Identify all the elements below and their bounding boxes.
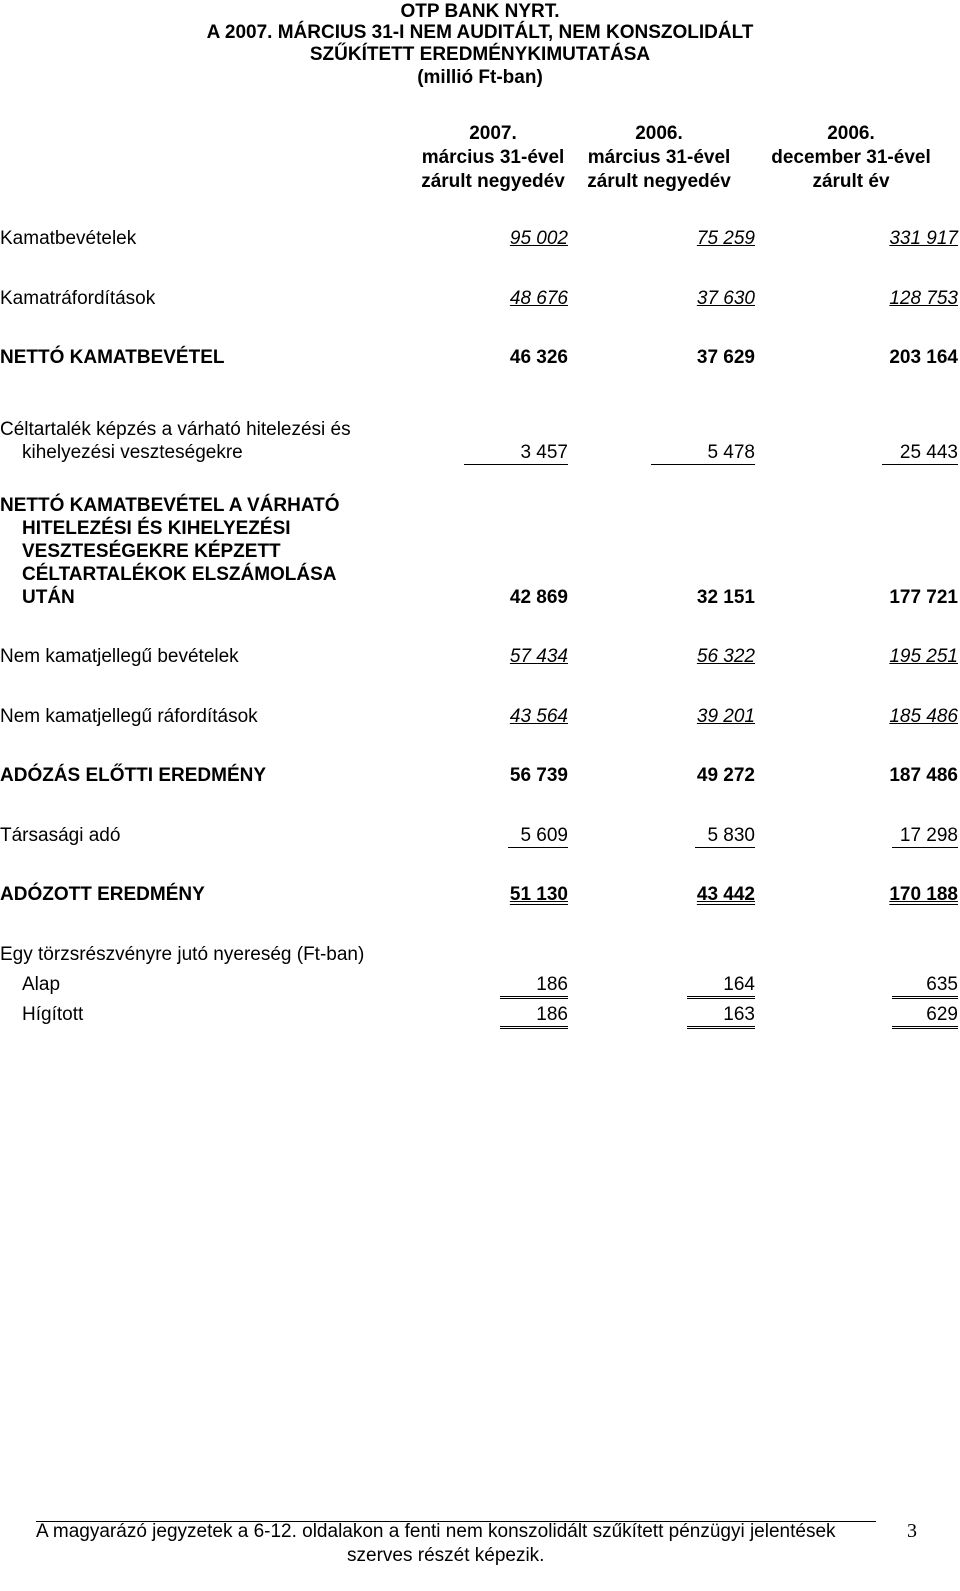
row-label-non-interest-income: Nem kamatjellegű bevételek	[0, 646, 239, 667]
value-profit-before-tax-fy-2006: 187 486	[889, 765, 958, 786]
value-eps-basic-fy-2006: 635	[892, 973, 958, 999]
column-header-date: március 31-ével	[587, 147, 731, 168]
row-label-interest-income: Kamatbevételek	[0, 228, 137, 249]
value-interest-expense-q1-2006: 37 630	[696, 288, 755, 309]
value-eps-basic-q1-2007: 186	[500, 973, 568, 999]
column-header-period: zárult negyedév	[421, 171, 565, 192]
value-eps-diluted-q1-2007: 186	[500, 1003, 568, 1029]
row-label-non-interest-expense: Nem kamatjellegű ráfordítások	[0, 706, 258, 727]
page-number: 3	[907, 1520, 917, 1542]
value-provision-q1-2006: 5 478	[651, 441, 755, 465]
column-header-q1-2006	[559, 122, 759, 194]
row-label-net-after-provision-line3: VESZTESÉGEKRE KÉPZETT	[22, 541, 281, 562]
value-net-after-provision-q1-2007: 42 869	[509, 587, 568, 608]
value-non-interest-income-q1-2006: 56 322	[696, 646, 755, 667]
value-interest-income-fy-2006: 331 917	[889, 228, 958, 249]
value-corporate-tax-q1-2006: 5 830	[695, 824, 755, 848]
row-label-interest-expense: Kamatráfordítások	[0, 288, 156, 309]
value-net-interest-income-q1-2006: 37 629	[696, 347, 755, 368]
row-label-profit-before-tax: ADÓZÁS ELŐTTI EREDMÉNY	[0, 765, 267, 786]
value-non-interest-expense-q1-2006: 39 201	[696, 706, 755, 727]
row-label-provision-line1: Céltartalék képzés a várható hitelezési és	[0, 419, 351, 440]
value-corporate-tax-fy-2006: 17 298	[892, 824, 958, 848]
value-profit-before-tax-q1-2006: 49 272	[696, 765, 755, 786]
footer-note-line1: A magyarázó jegyzetek a 6-12. oldalakon a fenti nem konszolidált szűkített pénzügyi jelentések	[36, 1521, 836, 1542]
report-title-line1: A 2007. MÁRCIUS 31-I NEM AUDITÁLT, NEM KONSZOLIDÁLT	[206, 22, 754, 43]
value-eps-diluted-fy-2006: 629	[892, 1003, 958, 1029]
value-net-interest-income-fy-2006: 203 164	[889, 347, 958, 368]
value-interest-expense-q1-2007: 48 676	[509, 288, 568, 309]
column-header-year: 2006.	[635, 123, 683, 144]
value-provision-fy-2006: 25 443	[882, 441, 958, 465]
column-header-year: 2006.	[827, 123, 875, 144]
report-unit: (millió Ft-ban)	[417, 67, 543, 88]
row-label-eps-basic: Alap	[22, 974, 61, 995]
row-label-eps-diluted: Hígított	[22, 1004, 84, 1025]
column-header-year: 2007.	[469, 123, 517, 144]
column-header-date: december 31-ével	[771, 147, 931, 168]
value-profit-after-tax-fy-2006: 170 188	[889, 884, 958, 905]
value-corporate-tax-q1-2007: 5 609	[508, 824, 568, 848]
column-header-fy-2006	[751, 122, 951, 194]
column-header-date: március 31-ével	[421, 147, 565, 168]
value-profit-after-tax-q1-2007: 51 130	[509, 884, 568, 905]
column-header-period: zárult év	[812, 171, 890, 192]
value-profit-before-tax-q1-2007: 56 739	[509, 765, 568, 786]
row-label-profit-after-tax: ADÓZOTT EREDMÉNY	[0, 884, 205, 905]
row-label-net-after-provision-line1: NETTÓ KAMATBEVÉTEL A VÁRHATÓ	[0, 495, 340, 516]
row-label-corporate-tax: Társasági adó	[0, 825, 121, 846]
report-title-line2: SZŰKÍTETT EREDMÉNYKIMUTATÁSA	[309, 44, 651, 65]
value-non-interest-expense-q1-2007: 43 564	[509, 706, 568, 727]
value-non-interest-expense-fy-2006: 185 486	[889, 706, 958, 727]
value-interest-income-q1-2006: 75 259	[696, 228, 755, 249]
row-label-net-after-provision-line2: HITELEZÉSI ÉS KIHELYEZÉSI	[22, 518, 291, 539]
value-eps-diluted-q1-2006: 163	[687, 1003, 755, 1029]
footer-note-line2: szerves részét képezik.	[347, 1545, 545, 1566]
row-label-eps-title: Egy törzsrészvényre jutó nyereség (Ft-ban)	[0, 944, 365, 965]
value-interest-expense-fy-2006: 128 753	[889, 288, 958, 309]
value-net-after-provision-q1-2006: 32 151	[696, 587, 755, 608]
row-label-provision-line2: kihelyezési veszteségekre	[22, 442, 243, 463]
row-label-net-after-provision-line4: CÉLTARTALÉKOK ELSZÁMOLÁSA	[22, 564, 337, 585]
value-provision-q1-2007: 3 457	[464, 441, 568, 465]
value-eps-basic-q1-2006: 164	[687, 973, 755, 999]
value-profit-after-tax-q1-2006: 43 442	[696, 884, 755, 905]
footer-note	[36, 1520, 876, 1568]
column-header-period: zárult negyedév	[587, 171, 731, 192]
value-non-interest-income-q1-2007: 57 434	[509, 646, 568, 667]
row-label-net-interest-income: NETTÓ KAMATBEVÉTEL	[0, 347, 225, 368]
value-interest-income-q1-2007: 95 002	[509, 228, 568, 249]
value-net-after-provision-fy-2006: 177 721	[889, 587, 958, 608]
company-name: OTP BANK NYRT.	[400, 1, 560, 22]
row-label-net-after-provision-line5: UTÁN	[22, 587, 75, 608]
value-net-interest-income-q1-2007: 46 326	[509, 347, 568, 368]
value-non-interest-income-fy-2006: 195 251	[889, 646, 958, 667]
